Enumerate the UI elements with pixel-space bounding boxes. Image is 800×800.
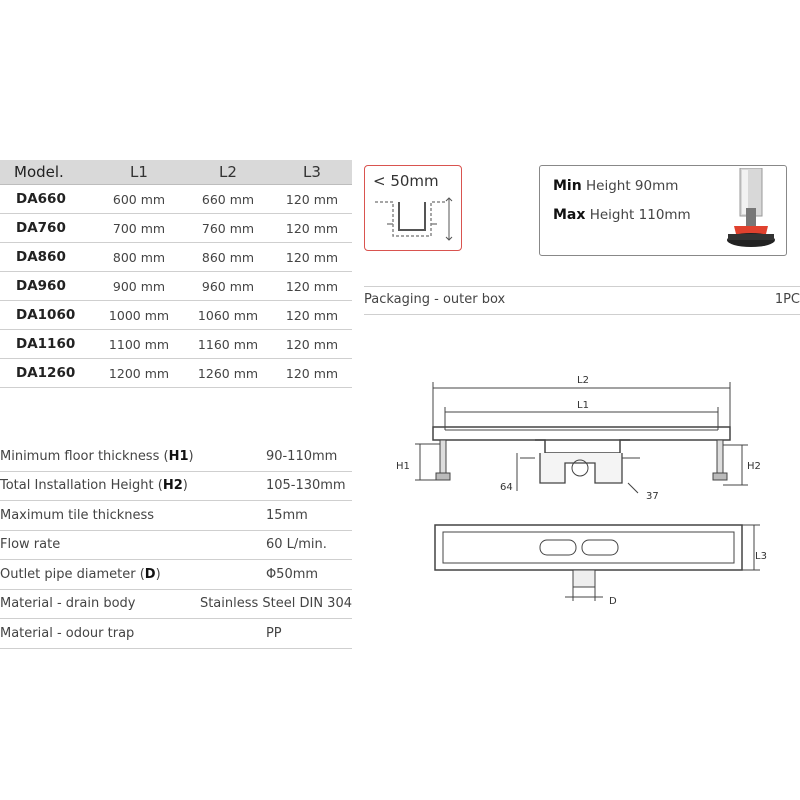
spec-label: Minimum floor thickness (H1) <box>0 442 196 471</box>
model-l2: 960 mm <box>184 272 272 301</box>
table-row <box>0 272 352 301</box>
spec-label: Material - odour trap <box>0 619 196 649</box>
model-l1: 600 mm <box>94 185 184 214</box>
spec-row <box>0 471 352 501</box>
spec-value: 90-110mm <box>196 442 352 471</box>
spec-value: Stainless Steel DIN 304 <box>196 589 352 619</box>
spec-value: Φ50mm <box>196 560 352 590</box>
min-height-text: Height 90mm <box>586 178 679 194</box>
spec-row <box>0 442 352 471</box>
spec-label: Maximum tile thickness <box>0 501 196 531</box>
adjustable-foot-icon <box>720 168 780 252</box>
model-l1: 1200 mm <box>94 359 184 388</box>
model-l3: 120 mm <box>272 243 352 272</box>
model-table-header <box>0 160 352 185</box>
channel-side-view <box>433 427 730 440</box>
spec-row <box>0 589 352 619</box>
table-row <box>0 214 352 243</box>
hole-size-box <box>364 165 462 251</box>
spec-row <box>0 530 352 560</box>
packaging-row <box>364 286 800 315</box>
spec-value: 60 L/min. <box>196 530 352 560</box>
model-l1: 700 mm <box>94 214 184 243</box>
model-l2: 1060 mm <box>184 301 272 330</box>
label-h2: H2 <box>747 461 761 472</box>
model-l2: 1160 mm <box>184 330 272 359</box>
model-l1: 800 mm <box>94 243 184 272</box>
spec-table <box>0 442 352 649</box>
model-name: DA960 <box>0 272 94 301</box>
packaging-value: 1PC <box>774 292 800 307</box>
label-64: 64 <box>500 482 513 493</box>
model-l3: 120 mm <box>272 214 352 243</box>
header-l3: L3 <box>272 160 352 185</box>
model-name: DA1060 <box>0 301 94 330</box>
label-h1: H1 <box>396 461 410 472</box>
technical-drawing <box>390 365 800 615</box>
model-l3: 120 mm <box>272 330 352 359</box>
min-height-line <box>553 178 678 194</box>
spec-row <box>0 501 352 531</box>
model-name: DA1160 <box>0 330 94 359</box>
spec-label: Total Installation Height (H2) <box>0 471 196 501</box>
label-l2: L2 <box>577 375 589 386</box>
hole-size-label: < 50mm <box>373 172 439 190</box>
model-name: DA1260 <box>0 359 94 388</box>
spec-value: PP <box>196 619 352 649</box>
outlet-pipe <box>573 570 595 587</box>
table-row <box>0 185 352 214</box>
model-l3: 120 mm <box>272 301 352 330</box>
model-l3: 120 mm <box>272 272 352 301</box>
spec-row <box>0 560 352 590</box>
model-l1: 1000 mm <box>94 301 184 330</box>
label-l1: L1 <box>577 400 589 411</box>
max-height-line <box>553 207 691 223</box>
max-height-text: Height 110mm <box>589 207 691 223</box>
table-row <box>0 243 352 272</box>
table-row <box>0 359 352 388</box>
height-info-box <box>539 165 787 256</box>
header-l2: L2 <box>184 160 272 185</box>
label-d: D <box>609 596 617 607</box>
header-l1: L1 <box>94 160 184 185</box>
spec-value: 105-130mm <box>196 471 352 501</box>
model-name: DA660 <box>0 185 94 214</box>
table-row <box>0 301 352 330</box>
model-l2: 760 mm <box>184 214 272 243</box>
table-row <box>0 330 352 359</box>
model-l2: 860 mm <box>184 243 272 272</box>
drain-profile-icon <box>373 194 455 244</box>
model-l1: 900 mm <box>94 272 184 301</box>
model-name: DA860 <box>0 243 94 272</box>
packaging-label: Packaging - outer box <box>364 292 506 307</box>
min-label: Min <box>553 178 582 194</box>
label-37: 37 <box>646 491 659 502</box>
spec-value: 15mm <box>196 501 352 531</box>
spec-label: Outlet pipe diameter (D) <box>0 560 196 590</box>
spec-row <box>0 619 352 649</box>
model-name: DA760 <box>0 214 94 243</box>
model-l2: 660 mm <box>184 185 272 214</box>
model-l1: 1100 mm <box>94 330 184 359</box>
label-l3: L3 <box>755 551 767 562</box>
spec-label: Flow rate <box>0 530 196 560</box>
model-l3: 120 mm <box>272 185 352 214</box>
max-label: Max <box>553 207 586 223</box>
model-l3: 120 mm <box>272 359 352 388</box>
spec-label: Material - drain body <box>0 589 196 619</box>
model-table <box>0 160 352 388</box>
header-model: Model. <box>0 160 94 185</box>
model-l2: 1260 mm <box>184 359 272 388</box>
